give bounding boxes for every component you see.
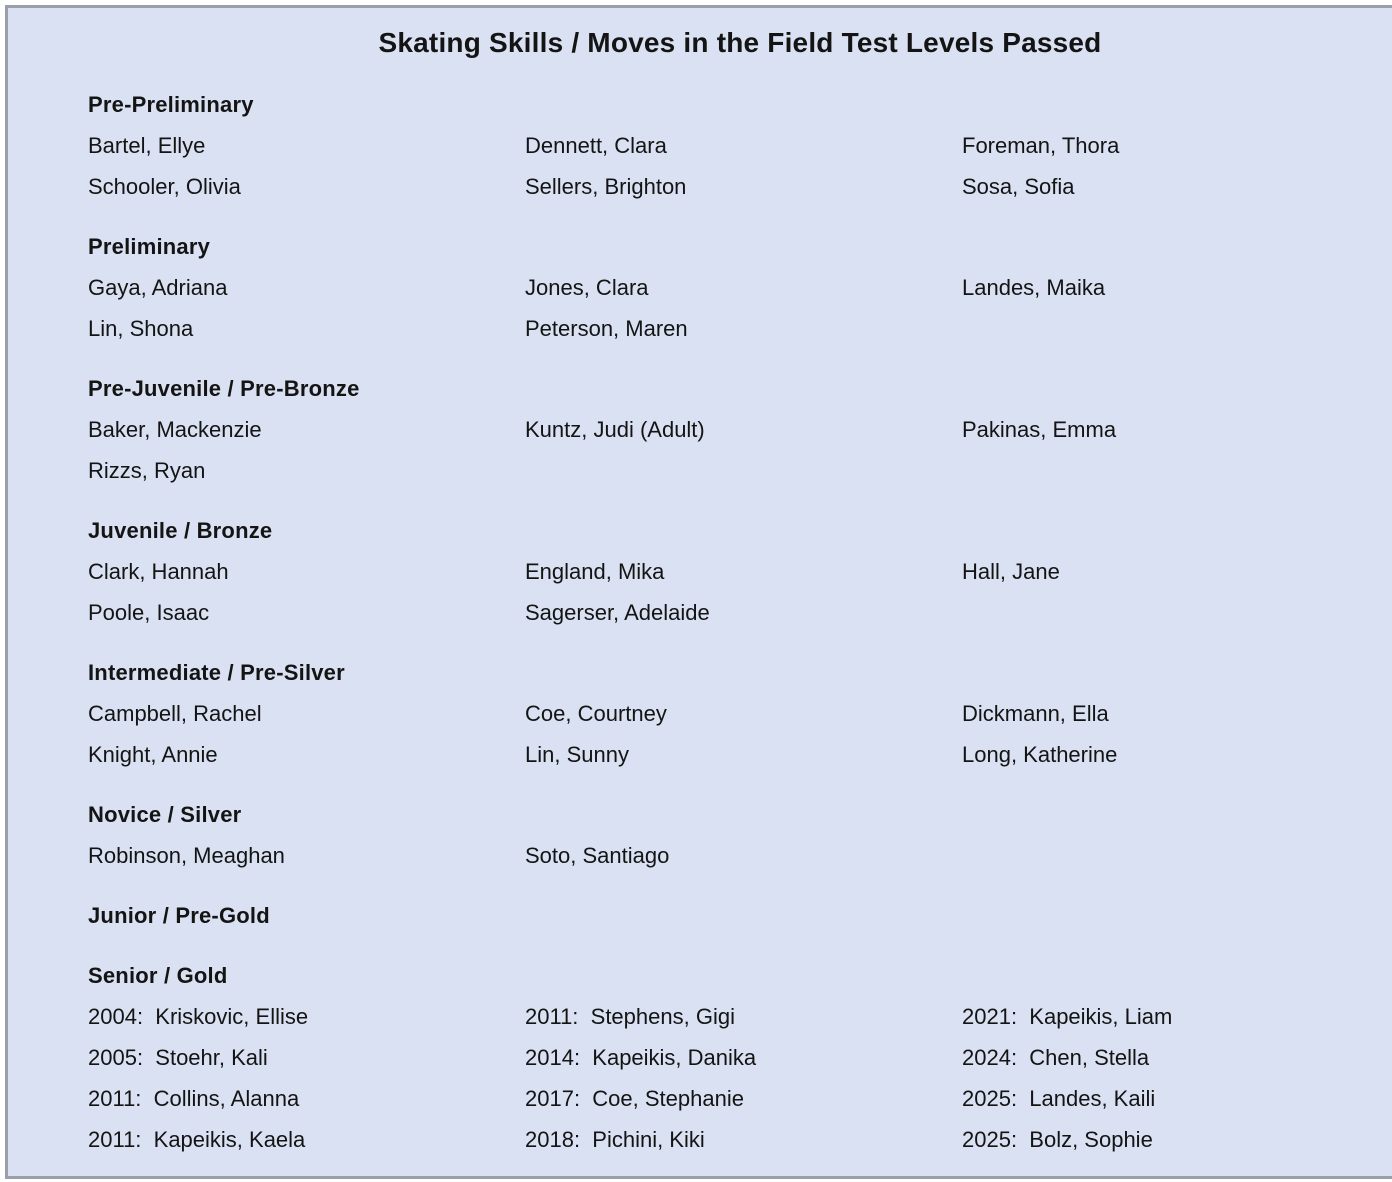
section [88, 955, 1392, 1160]
name-cell: 2025: Bolz, Sophie [962, 1127, 1153, 1152]
section-heading: Pre-Preliminary [88, 92, 254, 117]
name-cell: Baker, Mackenzie [88, 417, 262, 442]
name-cell: England, Mika [525, 559, 665, 584]
section [88, 895, 1392, 936]
name-cell: 2011: Kapeikis, Kaela [88, 1127, 306, 1152]
names-row [88, 1037, 1392, 1078]
section [88, 510, 1392, 633]
name-cell: Landes, Maika [962, 275, 1106, 300]
name-cell: Jones, Clara [525, 275, 649, 300]
section [88, 652, 1392, 775]
section [88, 794, 1392, 876]
name-cell: Pakinas, Emma [962, 417, 1117, 442]
names-row [88, 1078, 1392, 1119]
name-cell: 2017: Coe, Stephanie [525, 1086, 744, 1111]
sections [88, 84, 1392, 1160]
name-cell: 2014: Kapeikis, Danika [525, 1045, 757, 1070]
name-cell: Robinson, Meaghan [88, 843, 285, 868]
name-cell: 2024: Chen, Stella [962, 1045, 1150, 1070]
name-cell: Campbell, Rachel [88, 701, 262, 726]
section-heading: Juvenile / Bronze [88, 518, 273, 543]
section-heading: Novice / Silver [88, 802, 242, 827]
names-row [88, 166, 1392, 207]
name-cell: Bartel, Ellye [88, 133, 206, 158]
name-cell: 2018: Pichini, Kiki [525, 1127, 705, 1152]
name-cell: 2021: Kapeikis, Liam [962, 1004, 1173, 1029]
names-row [88, 835, 1392, 876]
name-cell: Dickmann, Ella [962, 701, 1109, 726]
name-cell: Schooler, Olivia [88, 174, 241, 199]
name-cell: Lin, Sunny [525, 742, 629, 767]
name-cell: Lin, Shona [88, 316, 194, 341]
names-row [88, 551, 1392, 592]
name-cell: 2011: Stephens, Gigi [525, 1004, 735, 1029]
name-cell: 2004: Kriskovic, Ellise [88, 1004, 309, 1029]
name-cell: Peterson, Maren [525, 316, 688, 341]
name-cell: Poole, Isaac [88, 600, 210, 625]
names-row [88, 996, 1392, 1037]
name-cell: Sellers, Brighton [525, 174, 687, 199]
name-cell: Hall, Jane [962, 559, 1060, 584]
names-row [88, 592, 1392, 633]
section-heading: Senior / Gold [88, 963, 228, 988]
name-cell: Dennett, Clara [525, 133, 667, 158]
roster-panel [5, 5, 1392, 1179]
name-cell: Soto, Santiago [525, 843, 670, 868]
names-row [88, 267, 1392, 308]
page-title: Skating Skills / Moves in the Field Test Levels Passed [378, 27, 1102, 58]
name-cell: Long, Katherine [962, 742, 1118, 767]
name-cell: Kuntz, Judi (Adult) [525, 417, 705, 442]
name-cell: Rizzs, Ryan [88, 458, 206, 483]
names-row [88, 308, 1392, 349]
name-cell: Clark, Hannah [88, 559, 229, 584]
section [88, 226, 1392, 349]
name-cell: 2025: Landes, Kaili [962, 1086, 1156, 1111]
name-cell: 2005: Stoehr, Kali [88, 1045, 268, 1070]
name-cell: Gaya, Adriana [88, 275, 228, 300]
name-cell: Sagerser, Adelaide [525, 600, 710, 625]
name-cell: Coe, Courtney [525, 701, 667, 726]
name-cell: Knight, Annie [88, 742, 218, 767]
names-row [88, 450, 1392, 491]
section [88, 84, 1392, 207]
section [88, 368, 1392, 491]
name-cell: 2011: Collins, Alanna [88, 1086, 300, 1111]
name-cell: Foreman, Thora [962, 133, 1120, 158]
section-heading: Preliminary [88, 234, 211, 259]
names-row [88, 1119, 1392, 1160]
section-heading: Junior / Pre-Gold [88, 903, 270, 928]
name-cell: Sosa, Sofia [962, 174, 1075, 199]
section-heading: Intermediate / Pre-Silver [88, 660, 345, 685]
names-row [88, 125, 1392, 166]
names-row [88, 734, 1392, 775]
names-row [88, 693, 1392, 734]
section-heading: Pre-Juvenile / Pre-Bronze [88, 376, 360, 401]
names-row [88, 409, 1392, 450]
